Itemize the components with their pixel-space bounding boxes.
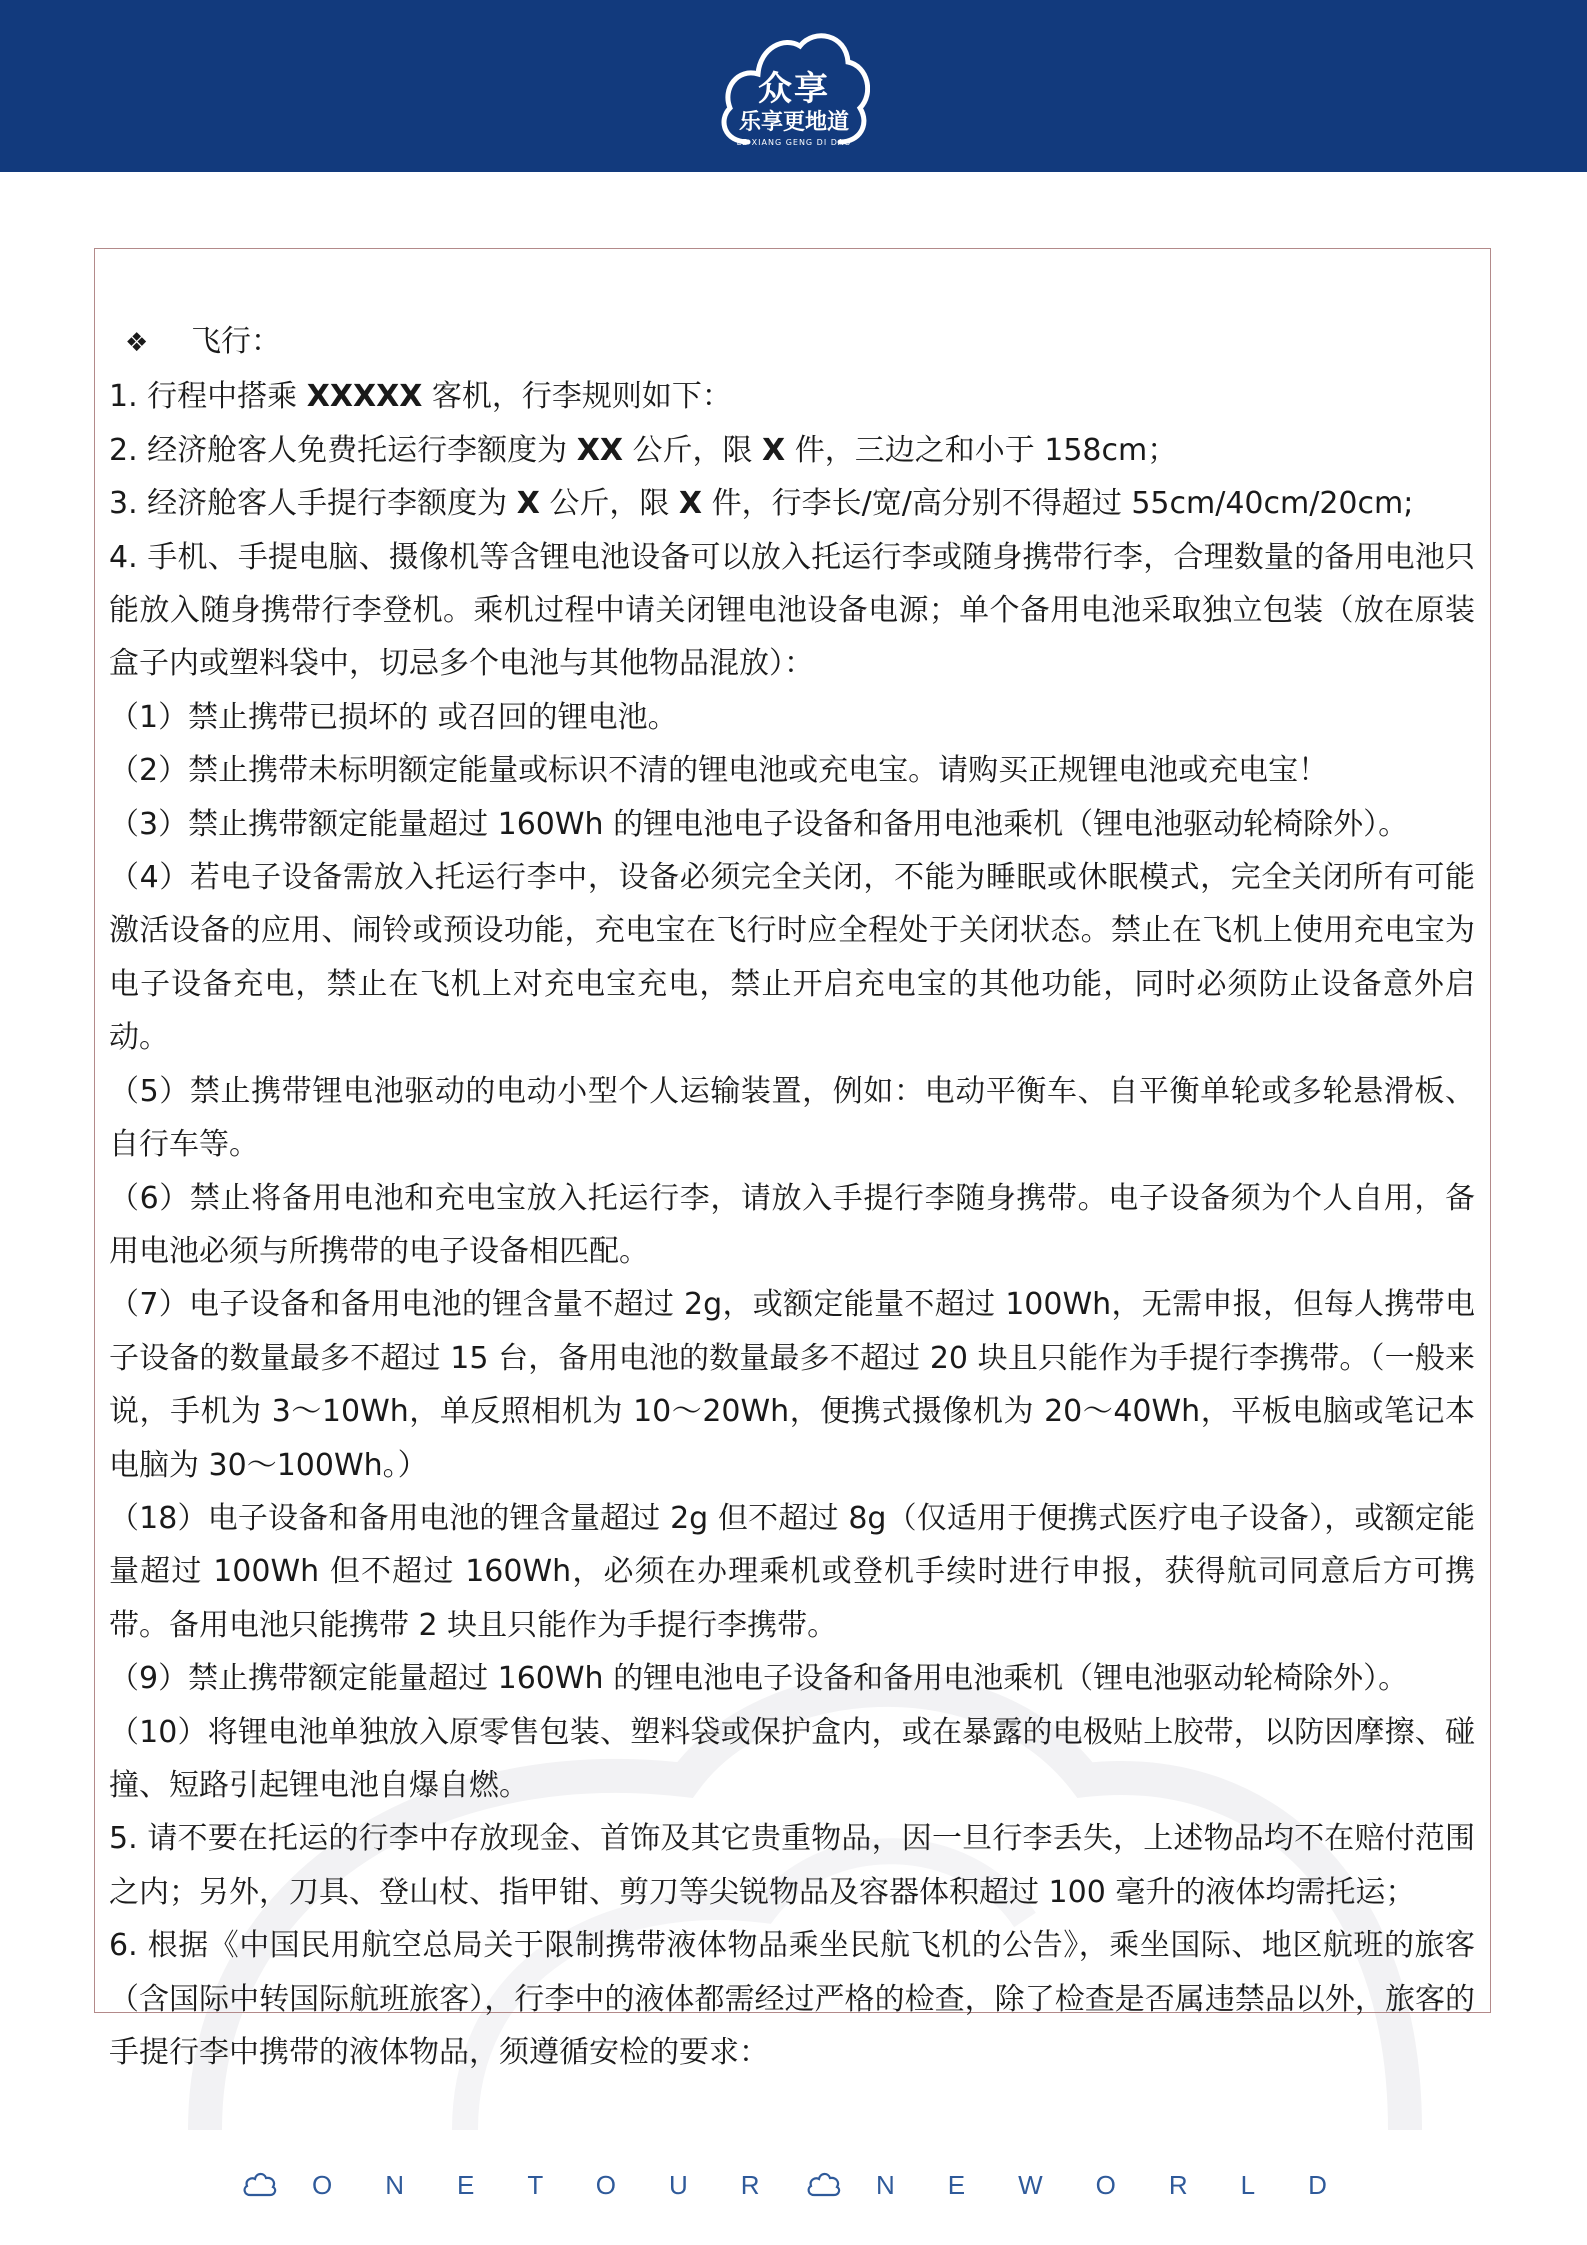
document-body <box>109 315 1475 2079</box>
item-1 <box>109 370 1475 423</box>
sub-item-6: （6）禁止将备用电池和充电宝放入托运行李，请放入手提行李随身携带。电子设备须为个人自用，备用电池必须与所携带的电子设备相匹配。 <box>109 1180 1475 1269</box>
aircraft-type: XXXXX <box>306 379 423 415</box>
item-2-text: 2. 经济舱客人免费托运行李额度为 <box>109 432 577 468</box>
item-2-text-end: 件，三边之和小于 158cm； <box>785 432 1178 468</box>
footer-left-text: ONETOUR <box>312 2170 813 2200</box>
section-heading <box>109 315 1475 370</box>
header-banner <box>0 0 1587 172</box>
footer-right-text: NEWORLD <box>876 2170 1380 2200</box>
item-3-text-end: 件，行李长/宽/高分别不得超过 55cm/40cm/20cm; <box>702 486 1414 522</box>
item-4: 4. 手机、手提电脑、摄像机等含锂电池设备可以放入托运行李或随身携带行李，合理数量的备用电池只能放入随身携带行李登机。乘机过程中请关闭锂电池设备电源；单个备用电池采取独立包装（放在原装盒子内或塑料袋中，切忌多个电池与其他物品混放）： <box>109 539 1475 682</box>
item-1-text-end: 客机，行李规则如下： <box>422 379 732 415</box>
section-title: 飞行： <box>191 324 281 359</box>
item-1-text: 1. 行程中搭乘 <box>109 379 307 415</box>
item-2-text-mid: 公斤，限 <box>622 432 763 468</box>
sub-item-10: （10）将锂电池单独放入原零售包装、塑料袋或保护盒内，或在暴露的电极贴上胶带，以防因摩擦、碰撞、短路引起锂电池自爆自燃。 <box>109 1714 1475 1803</box>
item-6: 6. 根据《中国民用航空总局关于限制携带液体物品乘坐民航飞机的公告》，乘坐国际、地区航班的旅客（含国际中转国际航班旅客），行李中的液体都需经过严格的检查，除了检查是否属违禁品以外，旅客的手提行李中携带的液体物品，须遵循安检的要求： <box>109 1928 1475 2070</box>
item-3-text-mid: 公斤，限 <box>539 486 679 522</box>
cloud-icon <box>806 2170 842 2198</box>
sub-item-5: （5）禁止携带锂电池驱动的电动小型个人运输装置，例如：电动平衡车、自平衡单轮或多轮悬滑板、自行车等。 <box>109 1073 1475 1163</box>
sub-item-7: （7）电子设备和备用电池的锂含量不超过 2g，或额定能量不超过 100Wh，无需申报，但每人携带电子设备的数量最多不超过 15 台，备用电池的数量最多不超过 20 块且只能作为手提行李携带。（一般来说，手机为 3～10Wh，单反照相机为 10～20Wh，便携式摄像机为 20～40Wh，平板电脑或笔记本电脑为 30～100Wh。） <box>109 1287 1475 1483</box>
content-box <box>94 248 1491 2070</box>
logo-slogan: 乐享更地道 <box>738 110 849 135</box>
checked-pieces: X <box>762 432 786 468</box>
sub-item-3: （3）禁止携带额定能量超过 160Wh 的锂电池电子设备和备用电池乘机（锂电池驱动轮椅除外）。 <box>109 806 1409 842</box>
item-5: 5. 请不要在托运的行李中存放现金、首饰及其它贵重物品，因一旦行李丢失，上述物品均不在赔付范围之内；另外，刀具、登山杖、指甲钳、剪刀等尖锐物品及容器体积超过 100 毫升的液体均需托运； <box>109 1821 1475 1910</box>
footer <box>0 2150 1587 2220</box>
logo-main-text: 众享 <box>758 69 830 109</box>
item-3-text: 3. 经济舱客人手提行李额度为 <box>109 486 517 522</box>
item-2 <box>109 424 1475 477</box>
diamond-bullet-icon: ❖ <box>125 328 149 358</box>
sub-item-18: （18）电子设备和备用电池的锂含量超过 2g 但不超过 8g（仅适用于便携式医疗电子设备），或额定能量超过 100Wh 但不超过 160Wh，必须在办理乘机或登机手续时进行申报，获得航司同意后方可携带。备用电池只能携带 2 块且只能作为手提行李携带。 <box>109 1500 1475 1643</box>
item-3 <box>109 477 1475 530</box>
carryon-weight: X <box>516 486 540 522</box>
logo-pinyin: LE XIANG GENG DI DAO <box>736 138 852 147</box>
sub-item-4: （4）若电子设备需放入托运行李中，设备必须完全关闭，不能为睡眠或休眠模式，完全关闭所有可能激活设备的应用、闹铃或预设功能，充电宝在飞行时应全程处于关闭状态。禁止在飞机上使用充电宝为电子设备充电，禁止在飞机上对充电宝充电，禁止开启充电宝的其他功能，同时必须防止设备意外启动。 <box>109 860 1475 1056</box>
sub-item-9: （9）禁止携带额定能量超过 160Wh 的锂电池电子设备和备用电池乘机（锂电池驱动轮椅除外）。 <box>109 1661 1409 1697</box>
sub-item-1: （1）禁止携带已损坏的 或召回的锂电池。 <box>109 699 678 735</box>
carryon-pieces: X <box>678 486 703 522</box>
sub-item-2: （2）禁止携带未标明额定能量或标识不清的锂电池或充电宝。请购买正规锂电池或充电宝！ <box>109 753 1329 789</box>
checked-weight: XX <box>576 432 623 468</box>
brand-logo <box>718 24 870 154</box>
cloud-icon <box>242 2170 278 2198</box>
